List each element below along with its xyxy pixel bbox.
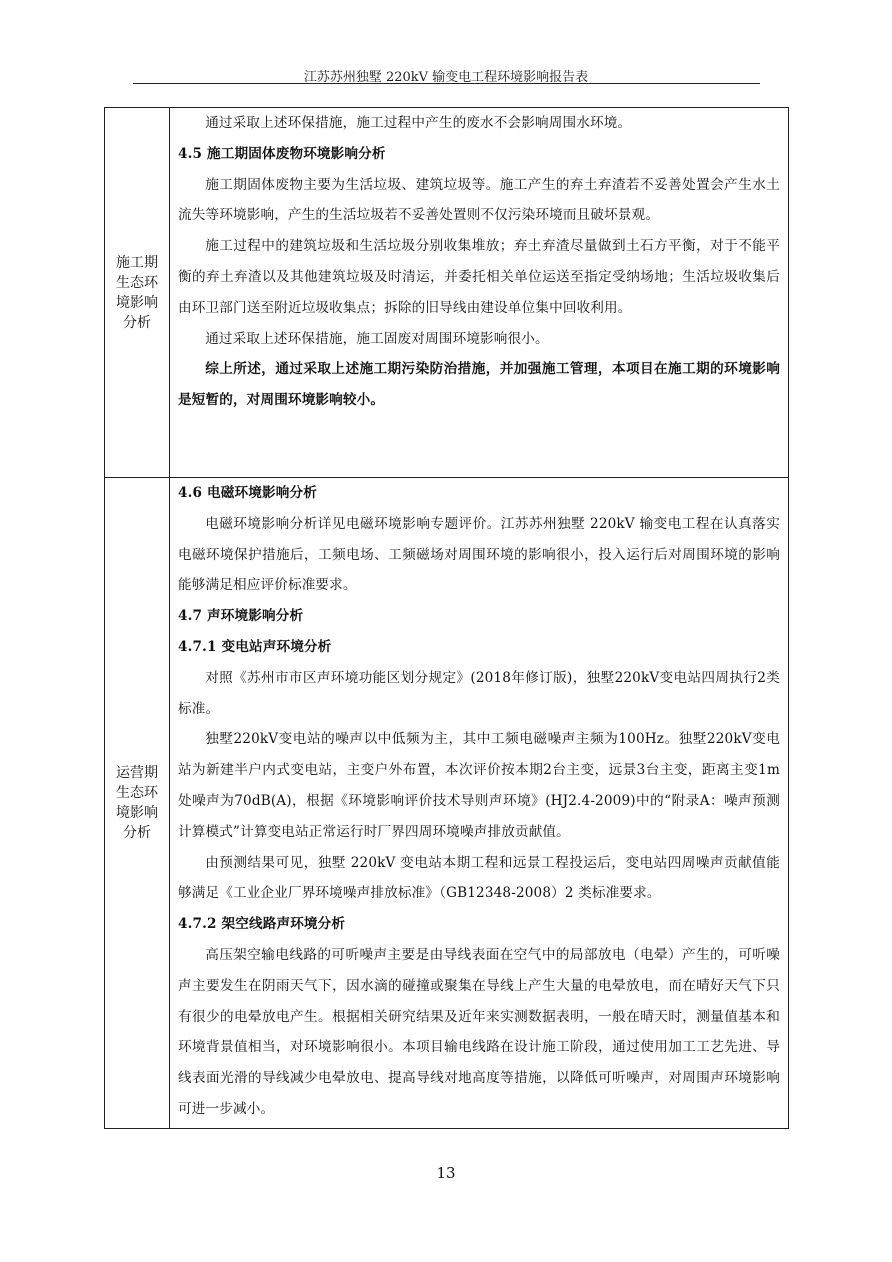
paragraph: 电磁环境影响分析详见电磁环境影响专题评价。江苏苏州独墅 220kV 输变电工程在认真落实电磁环境保护措施后，工频电场、工频磁场对周围环境的影响很小，投入运行后对周围环境的影响能够满足相应评价标准要求。 — [178, 515, 780, 594]
label-line: 境影响 — [116, 294, 158, 311]
label-line: 生态环 — [116, 785, 158, 801]
section-heading: 4.5 施工期固体废物环境影响分析 — [178, 145, 386, 162]
subsection-heading: 4.7.2 架空线路声环境分析 — [178, 916, 346, 933]
subsection-heading: 4.7.1 变电站声环境分析 — [178, 638, 332, 655]
page-header: 江苏苏州独墅 220kV 输变电工程环境影响报告表 — [303, 70, 589, 85]
row-label-operation — [105, 478, 170, 1129]
section-heading: 4.7 声环境影响分析 — [178, 608, 304, 625]
label-line: 生态环 — [116, 274, 158, 291]
paragraph: 由预测结果可见，独墅 220kV 变电站本期工程和远景工程投运后，变电站四周噪声贡献值能够满足《工业企业厂界环境噪声排放标准》（GB12348-2008）2 类标准要求。 — [178, 854, 780, 902]
label-line: 运营期 — [116, 765, 158, 781]
table-row — [105, 478, 789, 1129]
paragraph: 施工过程中的建筑垃圾和生活垃圾分别收集堆放；弃土弃渣尽量做到土石方平衡，对于不能平衡的弃土弃渣以及其他建筑垃圾及时清运，并委托相关单位运送至指定受纳场地；生活垃圾收集后由环卫部门送至附近垃圾收集点；拆除的旧导线由建设单位集中回收利用。 — [178, 238, 780, 316]
page-number: 13 — [436, 1164, 456, 1182]
header-rule — [133, 83, 760, 84]
paragraph: 通过采取上述环保措施，施工固废对周围环境影响很小。 — [205, 330, 549, 347]
table-row — [105, 108, 789, 478]
label-line: 分析 — [123, 825, 151, 841]
paragraph: 通过采取上述环保措施，施工过程中产生的废水不会影响周围水环境。 — [205, 115, 632, 131]
label-line: 分析 — [123, 314, 151, 331]
summary-paragraph: 综上所述，通过采取上述施工期污染防治措施，并加强施工管理，本项目在施工期的环境影响是短暂的，对周围环境影响较小。 — [178, 361, 780, 409]
analysis-table — [104, 107, 789, 1129]
paragraph: 对照《苏州市市区声环境功能区划分规定》(2018年修订版)，独墅220kV变电站四周执行2类标准。 — [178, 669, 780, 717]
paragraph: 施工期固体废物主要为生活垃圾、建筑垃圾等。施工产生的弃土弃渣若不妥善处置会产生水土流失等环境影响，产生的生活垃圾若不妥善处置则不仅污染环境而且破坏景观。 — [178, 176, 780, 224]
section-heading: 4.6 电磁环境影响分析 — [178, 485, 317, 501]
content-construction — [170, 108, 789, 478]
paragraph: 高压架空输电线路的可听噪声主要是由导线表面在空气中的局部放电（电晕）产生的，可听噪声主要发生在阴雨天气下，因水滴的碰撞或聚集在导线上产生大量的电晕放电，而在晴好天气下只有很少的电晕放电产生。根据相关研究结果及近年来实测数据表明，一般在晴天时，测量值基本和环境背景值相当，对环境影响很小。本项目输电线路在设计施工阶段，通过使用加工工艺先进、导线表面光滑的导线减少电晕放电、提高导线对地高度等措施，以降低可听噪声，对周围声环境影响可进一步减小。 — [178, 946, 780, 1117]
content-operation — [170, 478, 789, 1129]
label-line: 境影响 — [116, 805, 158, 821]
paragraph: 独墅220kV变电站的噪声以中低频为主，其中工频电磁噪声主频为100Hz。独墅220kV变电站为新建半户内式变电站，主变户外布置，本次评价按本期2台主变，远景3台主变，距离主变1m处噪声为70dB(A)，根据《环境影响评价技术导则声环境》(HJ2.4-2009)中的“附录A：噪声预测计算模式”计算变电站正常运行时厂界四周环境噪声排放贡献值。 — [178, 731, 780, 840]
row-label-construction — [105, 108, 170, 478]
label-line: 施工期 — [116, 254, 158, 271]
